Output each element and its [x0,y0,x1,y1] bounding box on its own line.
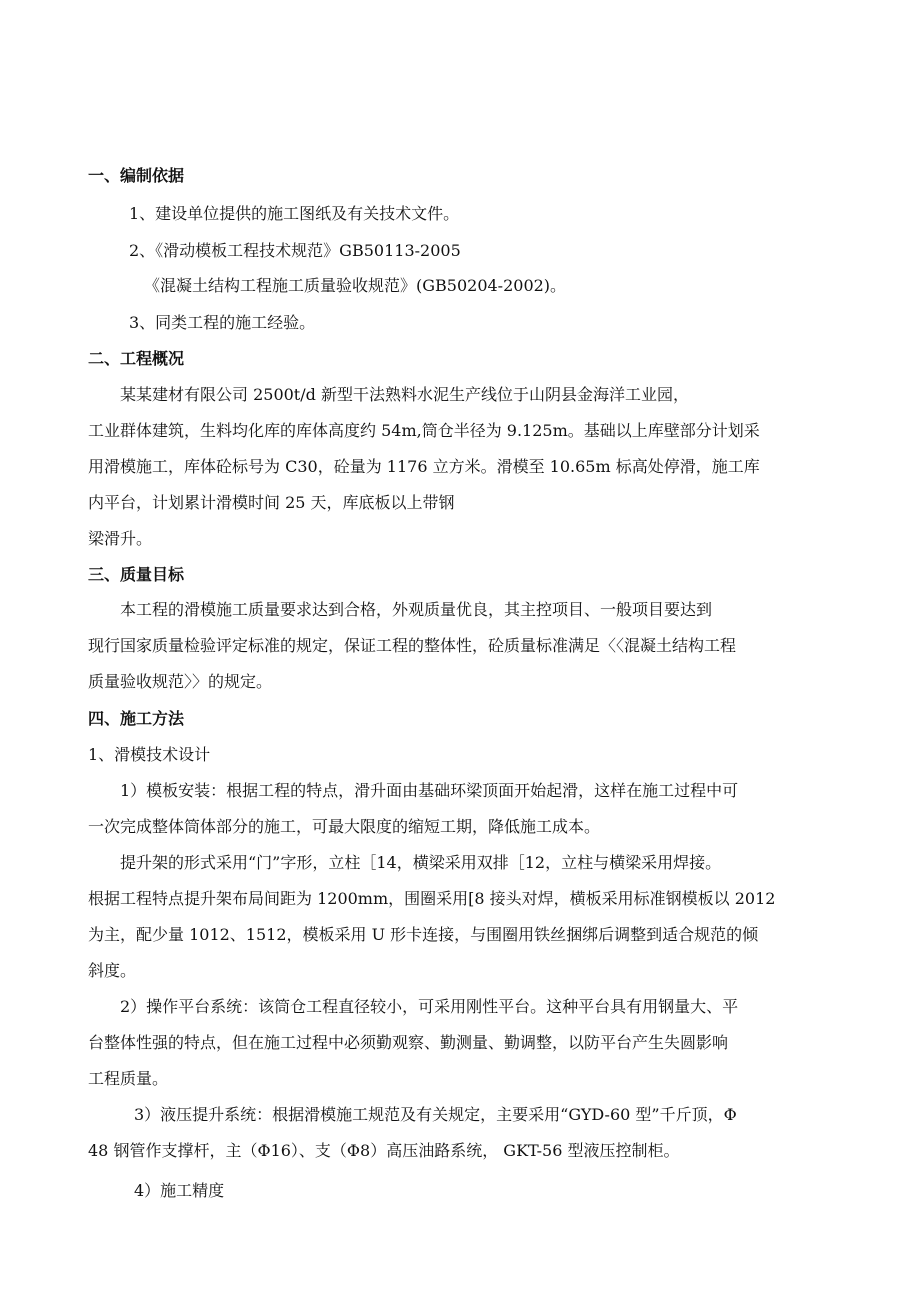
hydraulic-line-2: 48 钢管作支撑杆，主（Φ16）、支（Φ8）高压油路系统， GKT-56 型液压控制柜。 [88,1141,680,1160]
basis-item-2: 2、《滑动模板工程技术规范》GB50113-2005 [129,241,461,260]
quality-line-3: 质量验收规范〉〉的规定。 [88,672,273,691]
basis-item-1: 1、建设单位提供的施工图纸及有关技术文件。 [129,204,460,223]
hydraulic-line-1: 3）液压提升系统：根据滑模施工规范及有关规定，主要采用“GYD-60 型”千斤顶，Φ [134,1105,737,1124]
formwork-line-2: 一次完成整体筒体部分的施工，可最大限度的缩短工期，降低施工成本。 [88,817,601,836]
heading-overview: 二、工程概况 [88,349,185,368]
basis-item-3: 3、同类工程的施工经验。 [129,313,316,332]
overview-line-2: 工业群体建筑，生料均化库的库体高度约 54m,筒仓半径为 9.125m。基础以上库壁部分计划采 [88,421,760,440]
platform-line-3: 工程质量。 [88,1069,169,1088]
lift-frame-line-3: 为主，配少量 1012、1512，模板采用 U 形卡连接，与围圈用铁丝捆绑后调整到适合规范的倾 [88,925,759,944]
quality-line-1: 本工程的滑模施工质量要求达到合格，外观质量优良，其主控项目、一般项目要达到 [120,600,713,619]
platform-line-1: 2）操作平台系统：该筒仓工程直径较小，可采用刚性平台。这种平台具有用钢量大、平 [120,997,739,1016]
platform-line-2: 台整体性强的特点，但在施工过程中必须勤观察、勤测量、勤调整，以防平台产生失圆影响 [88,1033,729,1052]
precision-line-1: 4）施工精度 [134,1181,225,1200]
overview-line-3: 用滑模施工，库体砼标号为 C30，砼量为 1176 立方米。滑模至 10.65m 标高处停滑，施工库 [88,457,760,476]
overview-line-4: 内平台，计划累计滑模时间 25 天，库底板以上带钢 [88,493,455,512]
lift-frame-line-1: 提升架的形式采用“门”字形，立柱［14，横梁采用双排［12，立柱与横梁采用焊接。 [120,853,722,872]
formwork-line-1: 1）模板安装：根据工程的特点，滑升面由基础环梁顶面开始起滑，这样在施工过程中可 [120,781,739,800]
heading-quality: 三、质量目标 [88,565,185,584]
quality-line-2: 现行国家质量检验评定标准的规定，保证工程的整体性，砼质量标准满足〈〈混凝土结构工程 [88,636,737,655]
heading-method: 四、施工方法 [88,709,185,728]
overview-line-1: 某某建材有限公司 2500t/d 新型干法熟料水泥生产线位于山阴县金海洋工业园， [120,385,689,404]
lift-frame-line-4: 斜度。 [88,961,137,980]
overview-line-5: 梁滑升。 [88,529,153,548]
lift-frame-line-2: 根据工程特点提升架布局间距为 1200mm，围圈采用[8 接头对焊，横板采用标准钢模板以 2012 [88,889,776,908]
method-sub-1: 1、滑模技术设计 [88,745,211,764]
basis-item-2-continued: 《混凝土结构工程施工质量验收规范》(GB50204-2002)。 [144,276,567,295]
heading-basis: 一、编制依据 [88,166,185,185]
